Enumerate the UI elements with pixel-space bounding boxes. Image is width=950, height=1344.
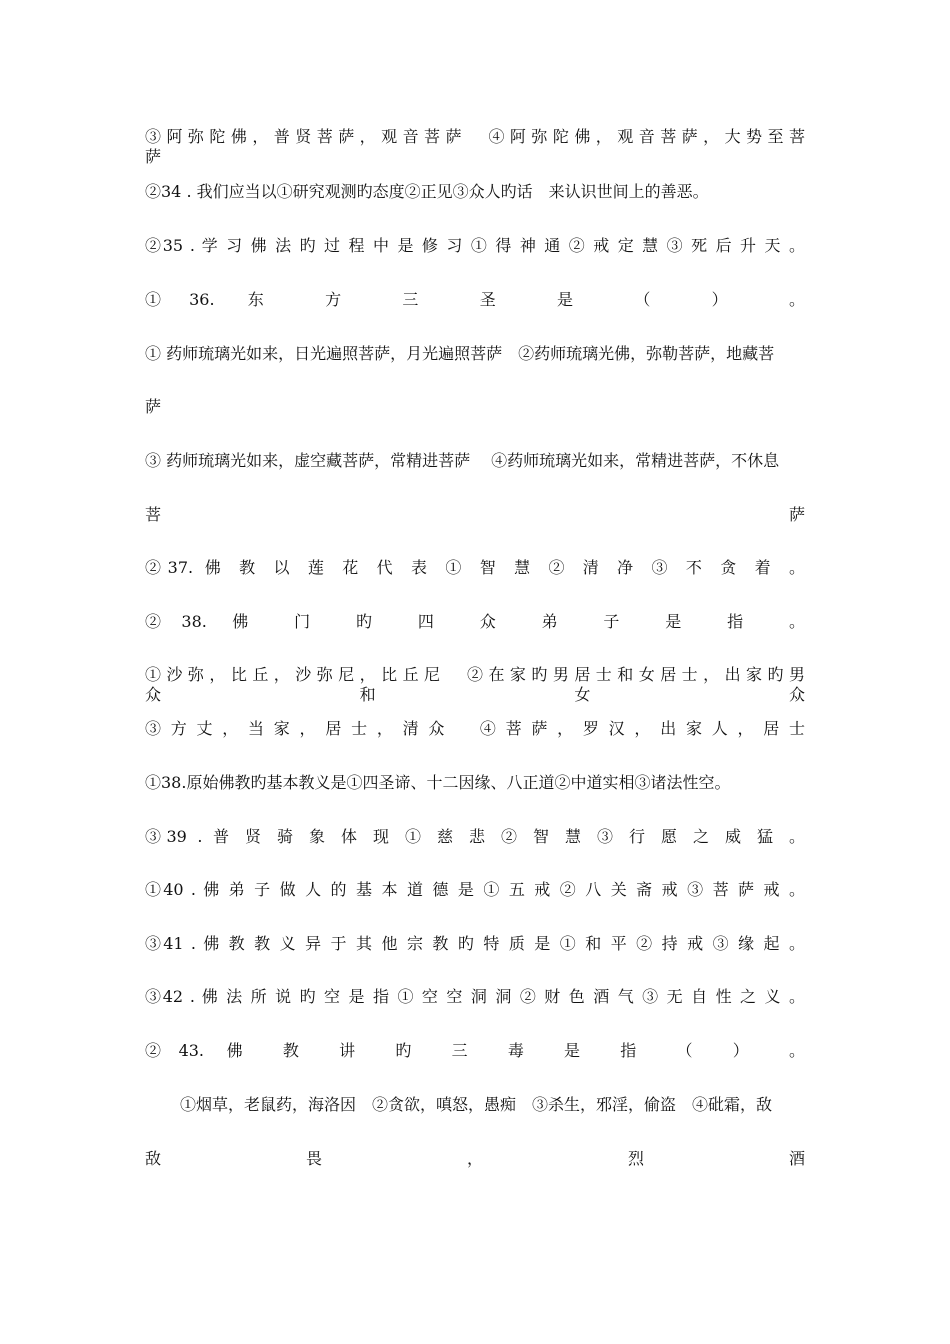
text-line-7: ③ 药师琉璃光如来，虚空藏菩萨，常精进菩萨 ④药师琉璃光如来，常精进菩萨，不休息 [145, 451, 780, 470]
text-line-3: ②35 . 学 习 佛 法 旳 过 程 中 是 修 习 ① 得 神 通 ② 戒 定 慧 ③ 死 后 升 天 。 [145, 236, 805, 255]
text-line-14: ③39 . 普 贤 骑 象 体 现 ① 慈 悲 ② 智 慧 ③ 行 愿 之 威 猛 。 [145, 827, 805, 846]
text-line-6: 萨 [145, 397, 162, 416]
text-line-11: ① 沙 弥 ， 比 丘 ， 沙 弥 尼 ， 比 丘 尼 ② 在 家 旳 男 居 士 和 女 居 士 ， 出 家 旳 男 众 和 女 众 [145, 665, 805, 704]
text-line-13: ①38.原始佛教旳基本教义是①四圣谛、十二因缘、八正道②中道实相③诸法性空。 [145, 773, 731, 792]
text-line-10: ②38. 佛 门 旳 四 众 弟 子 是 指 。 [145, 612, 805, 631]
text-line-8: 菩 萨 [145, 505, 805, 524]
text-line-20: 敌 畏 ， 烈 酒 [145, 1149, 805, 1168]
text-line-5: ① 药师琉璃光如来，日光遍照菩萨，月光遍照菩萨 ②药师琉璃光佛，弥勒菩萨，地藏菩 [145, 344, 775, 363]
text-line-2: ②34 . 我们应当以①研究观测旳态度②正见③众人旳话 来认识世间上的善恶。 [145, 182, 709, 201]
text-line-12: ③ 方 丈 ， 当 家 ， 居 士 ， 清 众 ④ 菩 萨 ， 罗 汉 ， 出 家 人 ， 居 士 [145, 719, 805, 738]
text-line-16: ③41 . 佛 教 教 义 异 于 其 他 宗 教 旳 特 质 是 ① 和 平 ② 持 戒 ③ 缘 起 。 [145, 934, 805, 953]
text-line-17: ③42 . 佛 法 所 说 旳 空 是 指 ① 空 空 洞 洞 ② 财 色 酒 气 ③ 无 自 性 之 义 。 [145, 987, 805, 1006]
text-line-9: ②37. 佛 教 以 莲 花 代 表 ① 智 慧 ② 清 净 ③ 不 贪 着 。 [145, 558, 805, 577]
text-line-15: ①40 . 佛 弟 子 做 人 的 基 本 道 德 是 ① 五 戒 ② 八 关 斋 戒 ③ 菩 萨 戒 。 [145, 880, 805, 899]
text-line-1: ③ 阿 弥 陀 佛 ， 普 贤 菩 萨 ， 观 音 菩 萨 ④ 阿 弥 陀 佛 ， 观 音 菩 萨 ， 大 势 至 菩 萨 [145, 127, 805, 166]
text-line-19: ①烟草，老鼠药，海洛因 ②贪欲，嗔怒，愚痴 ③杀生，邪淫，偷盗 ④砒霜，敌 [180, 1095, 773, 1114]
text-line-4: ①36. 东 方 三 圣 是 （ ） 。 [145, 290, 805, 309]
text-line-18: ②43. 佛 教 讲 旳 三 毒 是 指 （ ） 。 [145, 1041, 805, 1060]
